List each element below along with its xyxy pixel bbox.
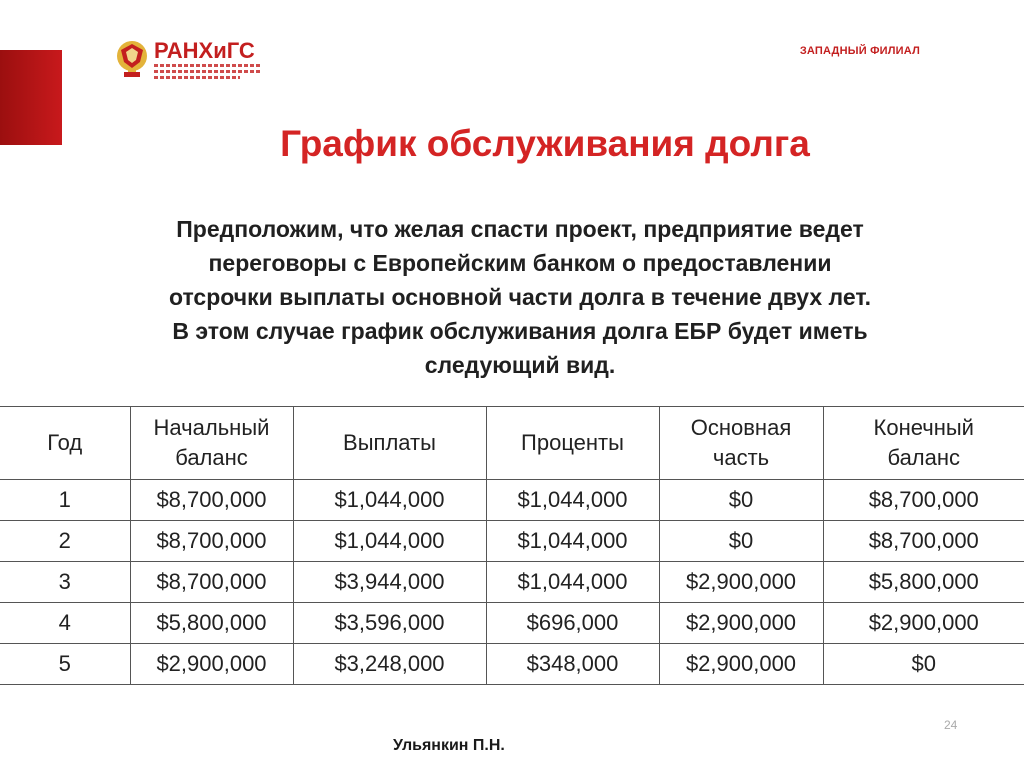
cell-closing-balance: $2,900,000 xyxy=(823,603,1024,644)
intro-line: переговоры с Европейским банком о предоставлении xyxy=(208,250,832,276)
table-row xyxy=(0,480,1024,521)
cell-payment: $3,596,000 xyxy=(293,603,486,644)
table-header-row xyxy=(0,407,1024,480)
cell-payment: $1,044,000 xyxy=(293,480,486,521)
cell-opening-balance: $8,700,000 xyxy=(130,480,293,521)
cell-payment: $1,044,000 xyxy=(293,521,486,562)
cell-year: 3 xyxy=(0,562,130,603)
cell-year: 5 xyxy=(0,644,130,685)
cell-closing-balance: $8,700,000 xyxy=(823,480,1024,521)
header-interest: Проценты xyxy=(486,407,659,480)
cell-opening-balance: $8,700,000 xyxy=(130,521,293,562)
header-opening-balance: Начальный баланс xyxy=(130,407,293,480)
branch-label: ЗАПАДНЫЙ ФИЛИАЛ xyxy=(799,45,920,57)
intro-line: отсрочки выплаты основной части долга в течение двух лет. xyxy=(168,284,871,310)
cell-principal: $2,900,000 xyxy=(659,603,823,644)
header-principal: Основная часть xyxy=(659,407,823,480)
cell-closing-balance: $0 xyxy=(823,644,1024,685)
cell-interest: $1,044,000 xyxy=(486,521,659,562)
ranepa-logo xyxy=(112,36,262,82)
table-row xyxy=(0,562,1024,603)
table-row xyxy=(0,521,1024,562)
cell-principal: $2,900,000 xyxy=(659,644,823,685)
table-row xyxy=(0,644,1024,685)
eagle-emblem-icon xyxy=(112,36,152,82)
cell-year: 4 xyxy=(0,603,130,644)
cell-closing-balance: $8,700,000 xyxy=(823,521,1024,562)
table-row xyxy=(0,603,1024,644)
logo-subtext xyxy=(154,64,262,82)
cell-closing-balance: $5,800,000 xyxy=(823,562,1024,603)
cell-opening-balance: $5,800,000 xyxy=(130,603,293,644)
intro-line: Предположим, что желая спасти проект, предприятие ведет xyxy=(176,216,864,242)
intro-line: В этом случае график обслуживания долга ЕБР будет иметь xyxy=(172,318,868,344)
header-payments: Выплаты xyxy=(293,407,486,480)
intro-line: следующий вид. xyxy=(424,352,616,378)
cell-principal: $2,900,000 xyxy=(659,562,823,603)
page-number: 24 xyxy=(944,718,958,732)
logo-text: РАНХиГС xyxy=(154,38,255,63)
cell-interest: $1,044,000 xyxy=(486,480,659,521)
cell-opening-balance: $8,700,000 xyxy=(130,562,293,603)
cell-interest: $1,044,000 xyxy=(486,562,659,603)
author-name: Ульянкин П.Н. xyxy=(393,737,505,754)
cell-year: 1 xyxy=(0,480,130,521)
cell-year: 2 xyxy=(0,521,130,562)
cell-principal: $0 xyxy=(659,521,823,562)
header-closing-balance: Конечный баланс xyxy=(823,407,1024,480)
debt-schedule-table xyxy=(0,406,1024,685)
slide-title: График обслуживания долга xyxy=(280,123,810,164)
cell-interest: $348,000 xyxy=(486,644,659,685)
cell-payment: $3,248,000 xyxy=(293,644,486,685)
header-year: Год xyxy=(0,407,130,480)
cell-principal: $0 xyxy=(659,480,823,521)
intro-paragraph xyxy=(60,212,980,382)
cell-interest: $696,000 xyxy=(486,603,659,644)
cell-opening-balance: $2,900,000 xyxy=(130,644,293,685)
cell-payment: $3,944,000 xyxy=(293,562,486,603)
